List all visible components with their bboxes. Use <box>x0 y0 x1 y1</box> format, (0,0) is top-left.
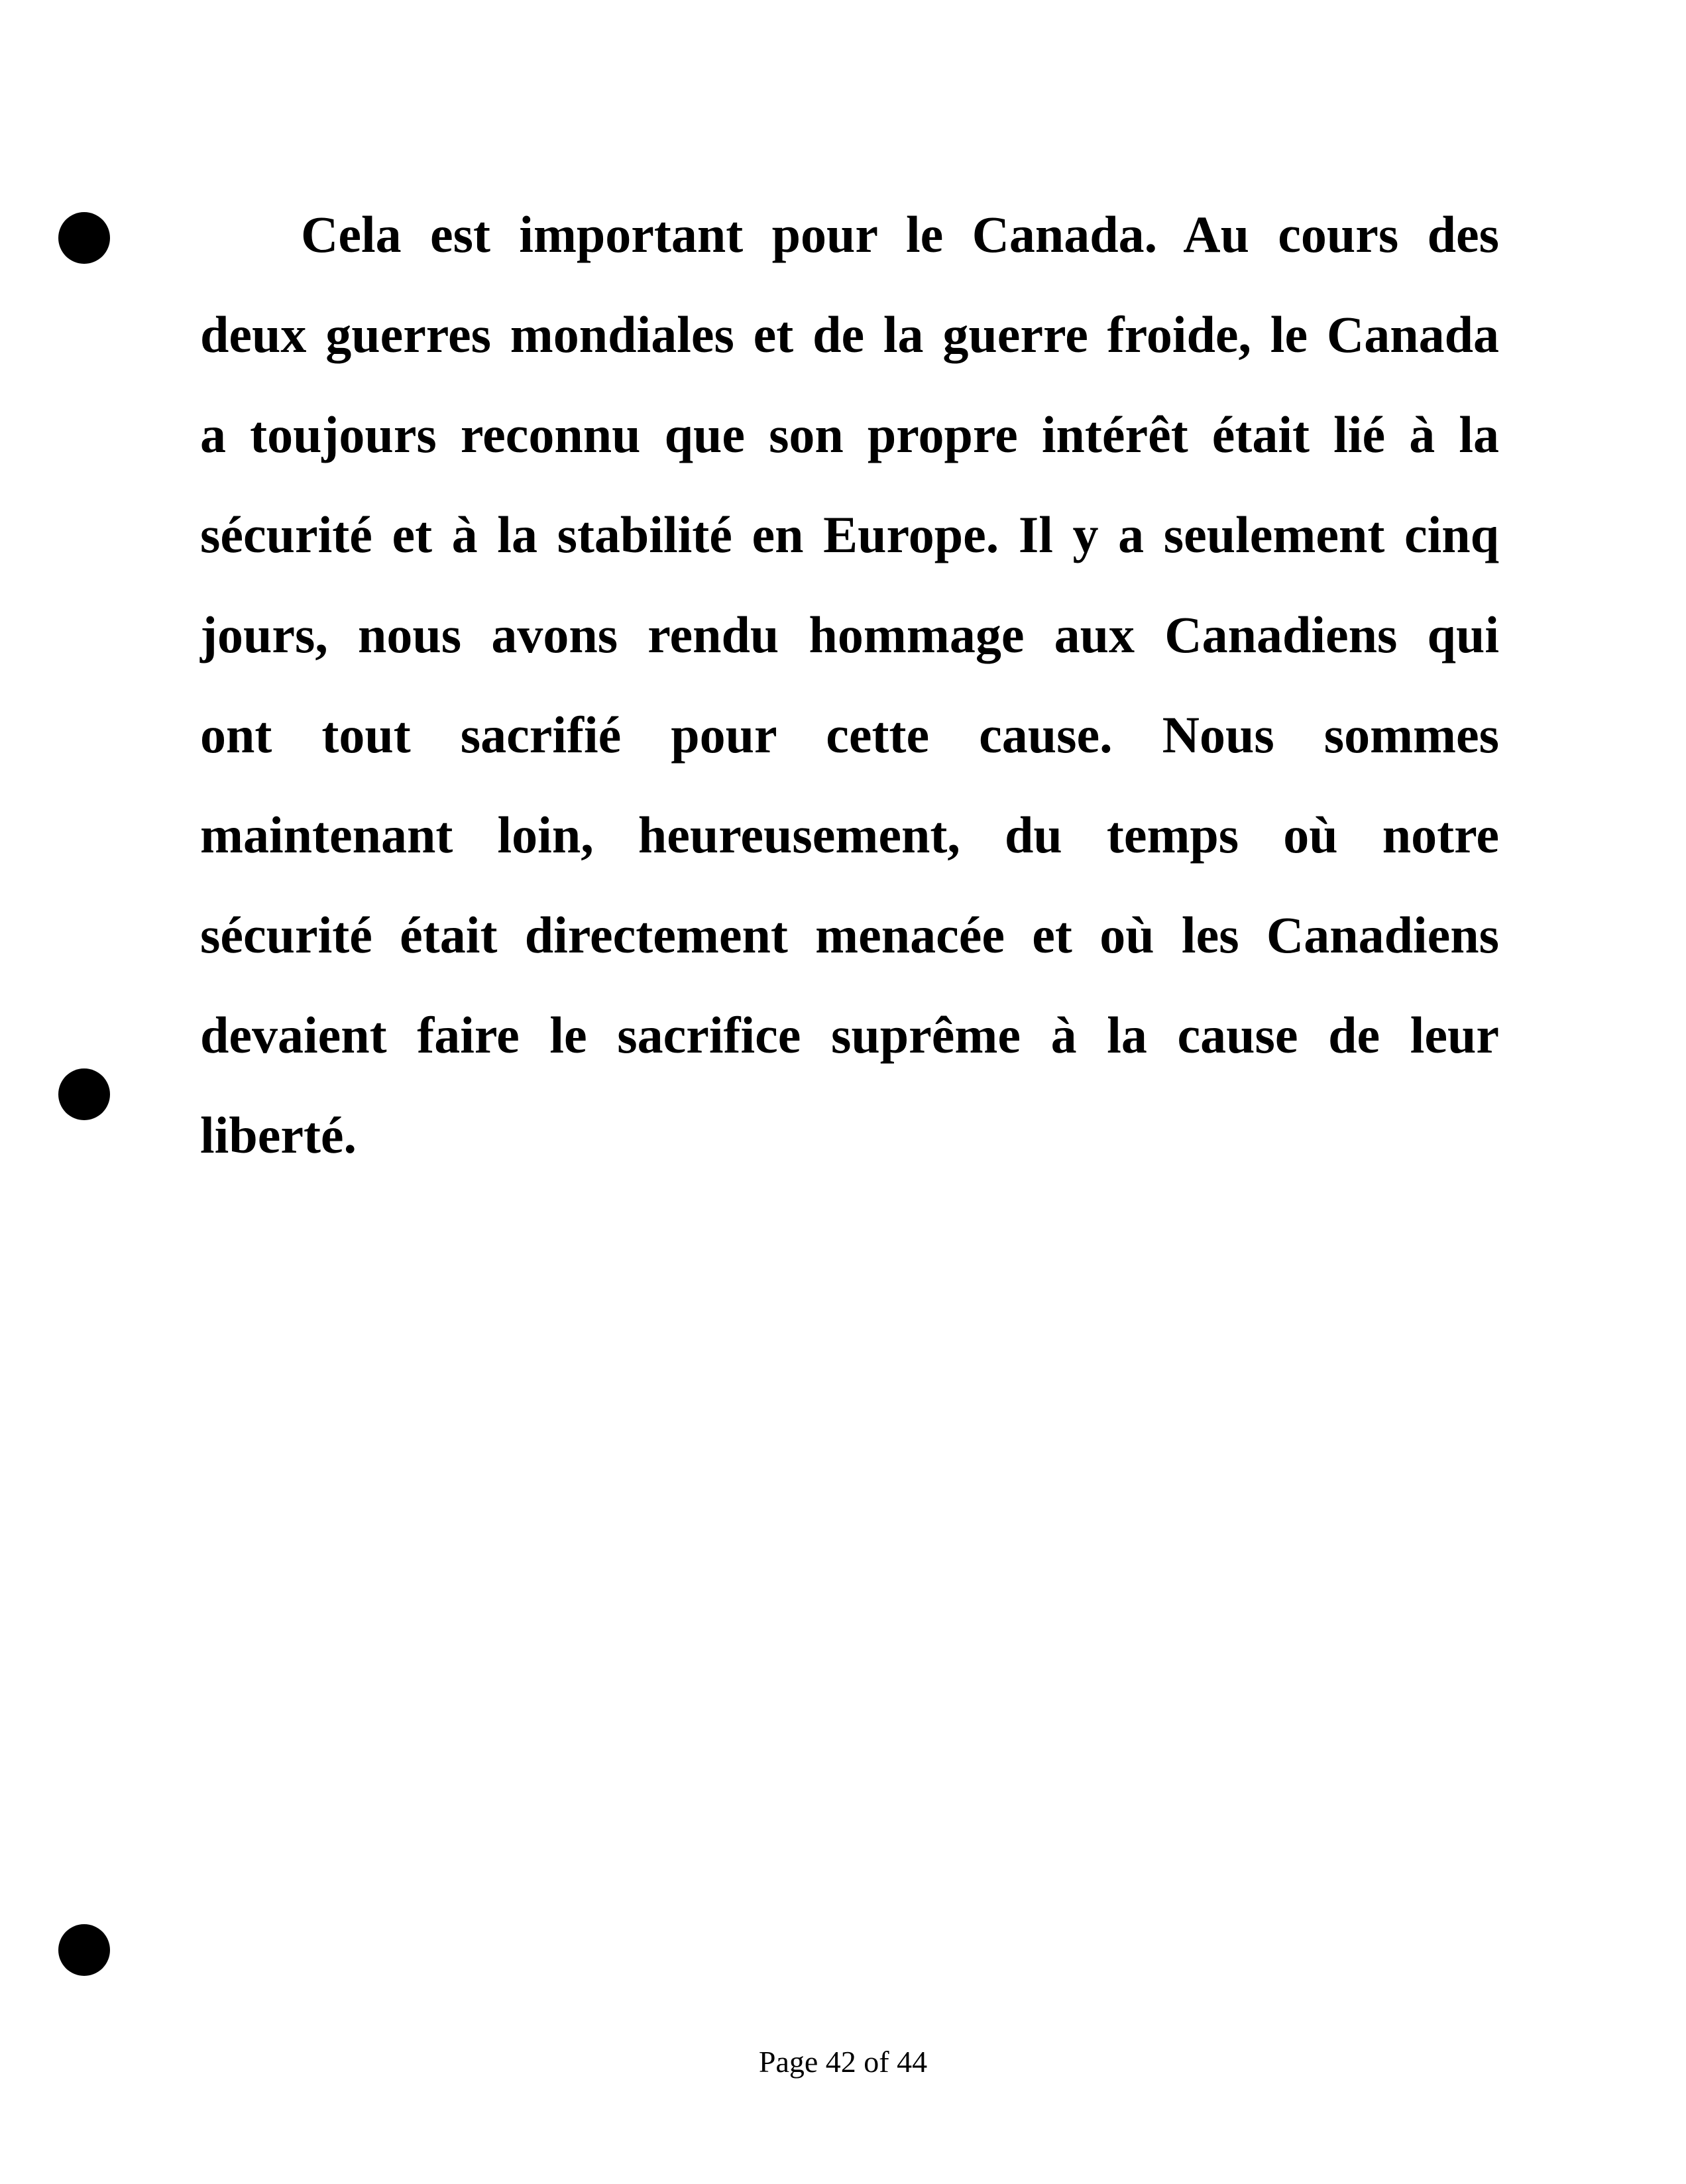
paragraph-line: maintenant loin, heureusement, du temps où notre <box>200 806 1499 864</box>
punch-hole-middle <box>58 1068 110 1120</box>
body-paragraph <box>200 184 1499 1185</box>
paragraph-line: ont tout sacrifié pour cette cause. Nous sommes <box>200 706 1499 764</box>
paragraph-line: sécurité était directement menacée et où les Canadiens <box>200 906 1499 964</box>
paragraph-line: devaient faire le sacrifice suprême à la cause de leur <box>200 1006 1499 1064</box>
paragraph-line: liberté. <box>200 1106 357 1164</box>
punch-hole-top <box>58 212 110 264</box>
page-number: Page 42 of 44 <box>758 2045 928 2079</box>
paragraph-line: a toujours reconnu que son propre intérêt était lié à la <box>200 406 1499 463</box>
paragraph-line: jours, nous avons rendu hommage aux Canadiens qui <box>200 606 1499 663</box>
paragraph-line: deux guerres mondiales et de la guerre froide, le Canada <box>200 306 1499 363</box>
punch-hole-bottom <box>58 1924 110 1976</box>
paragraph-line: Cela est important pour le Canada. Au cours des <box>301 205 1499 263</box>
paragraph-line: sécurité et à la stabilité en Europe. Il y a seulement cinq <box>200 506 1499 563</box>
